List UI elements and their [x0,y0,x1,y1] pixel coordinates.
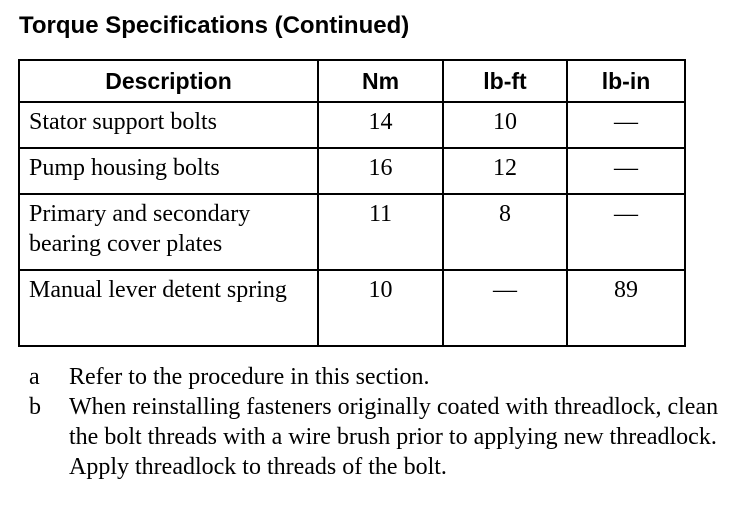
footnote-marker: b [29,394,41,420]
lbin-cell: — [567,102,685,148]
description-cell: Pump housing bolts [19,148,318,194]
nm-cell: 11 [318,194,443,270]
nm-cell: 16 [318,148,443,194]
footnote-text: Refer to the procedure in this section. [69,364,430,390]
column-header-nm: Nm [318,60,443,102]
column-header-lbft: lb-ft [443,60,567,102]
footnote-a [29,362,719,392]
column-header-description: Description [19,60,318,102]
table-row [19,102,685,148]
lbft-cell: — [443,270,567,346]
footnote-b [29,392,719,482]
page-title: Torque Specifications (Continued) [19,12,410,39]
description-cell: Manual lever detent spring [19,270,318,346]
description-cell: Stator support bolts [19,102,318,148]
nm-cell: 10 [318,270,443,346]
lbin-cell: — [567,148,685,194]
table-row [19,270,685,346]
column-header-lbin: lb-in [567,60,685,102]
lbft-cell: 8 [443,194,567,270]
lbin-cell: 89 [567,270,685,346]
table-row [19,194,685,270]
nm-cell: 14 [318,102,443,148]
footnote-marker: a [29,364,40,390]
table-header-row [19,60,685,102]
table-row [19,148,685,194]
footnotes [29,362,719,482]
description-cell: Primary and secondary bearing cover plates [19,194,318,270]
lbin-cell: — [567,194,685,270]
footnote-text: When reinstalling fasteners originally coated with threadlock, clean the bolt threads with a wire brush prior to applying new threadlock. Apply threadlock to threads of the bolt. [69,394,719,480]
lbft-cell: 10 [443,102,567,148]
torque-spec-table [18,59,686,347]
lbft-cell: 12 [443,148,567,194]
